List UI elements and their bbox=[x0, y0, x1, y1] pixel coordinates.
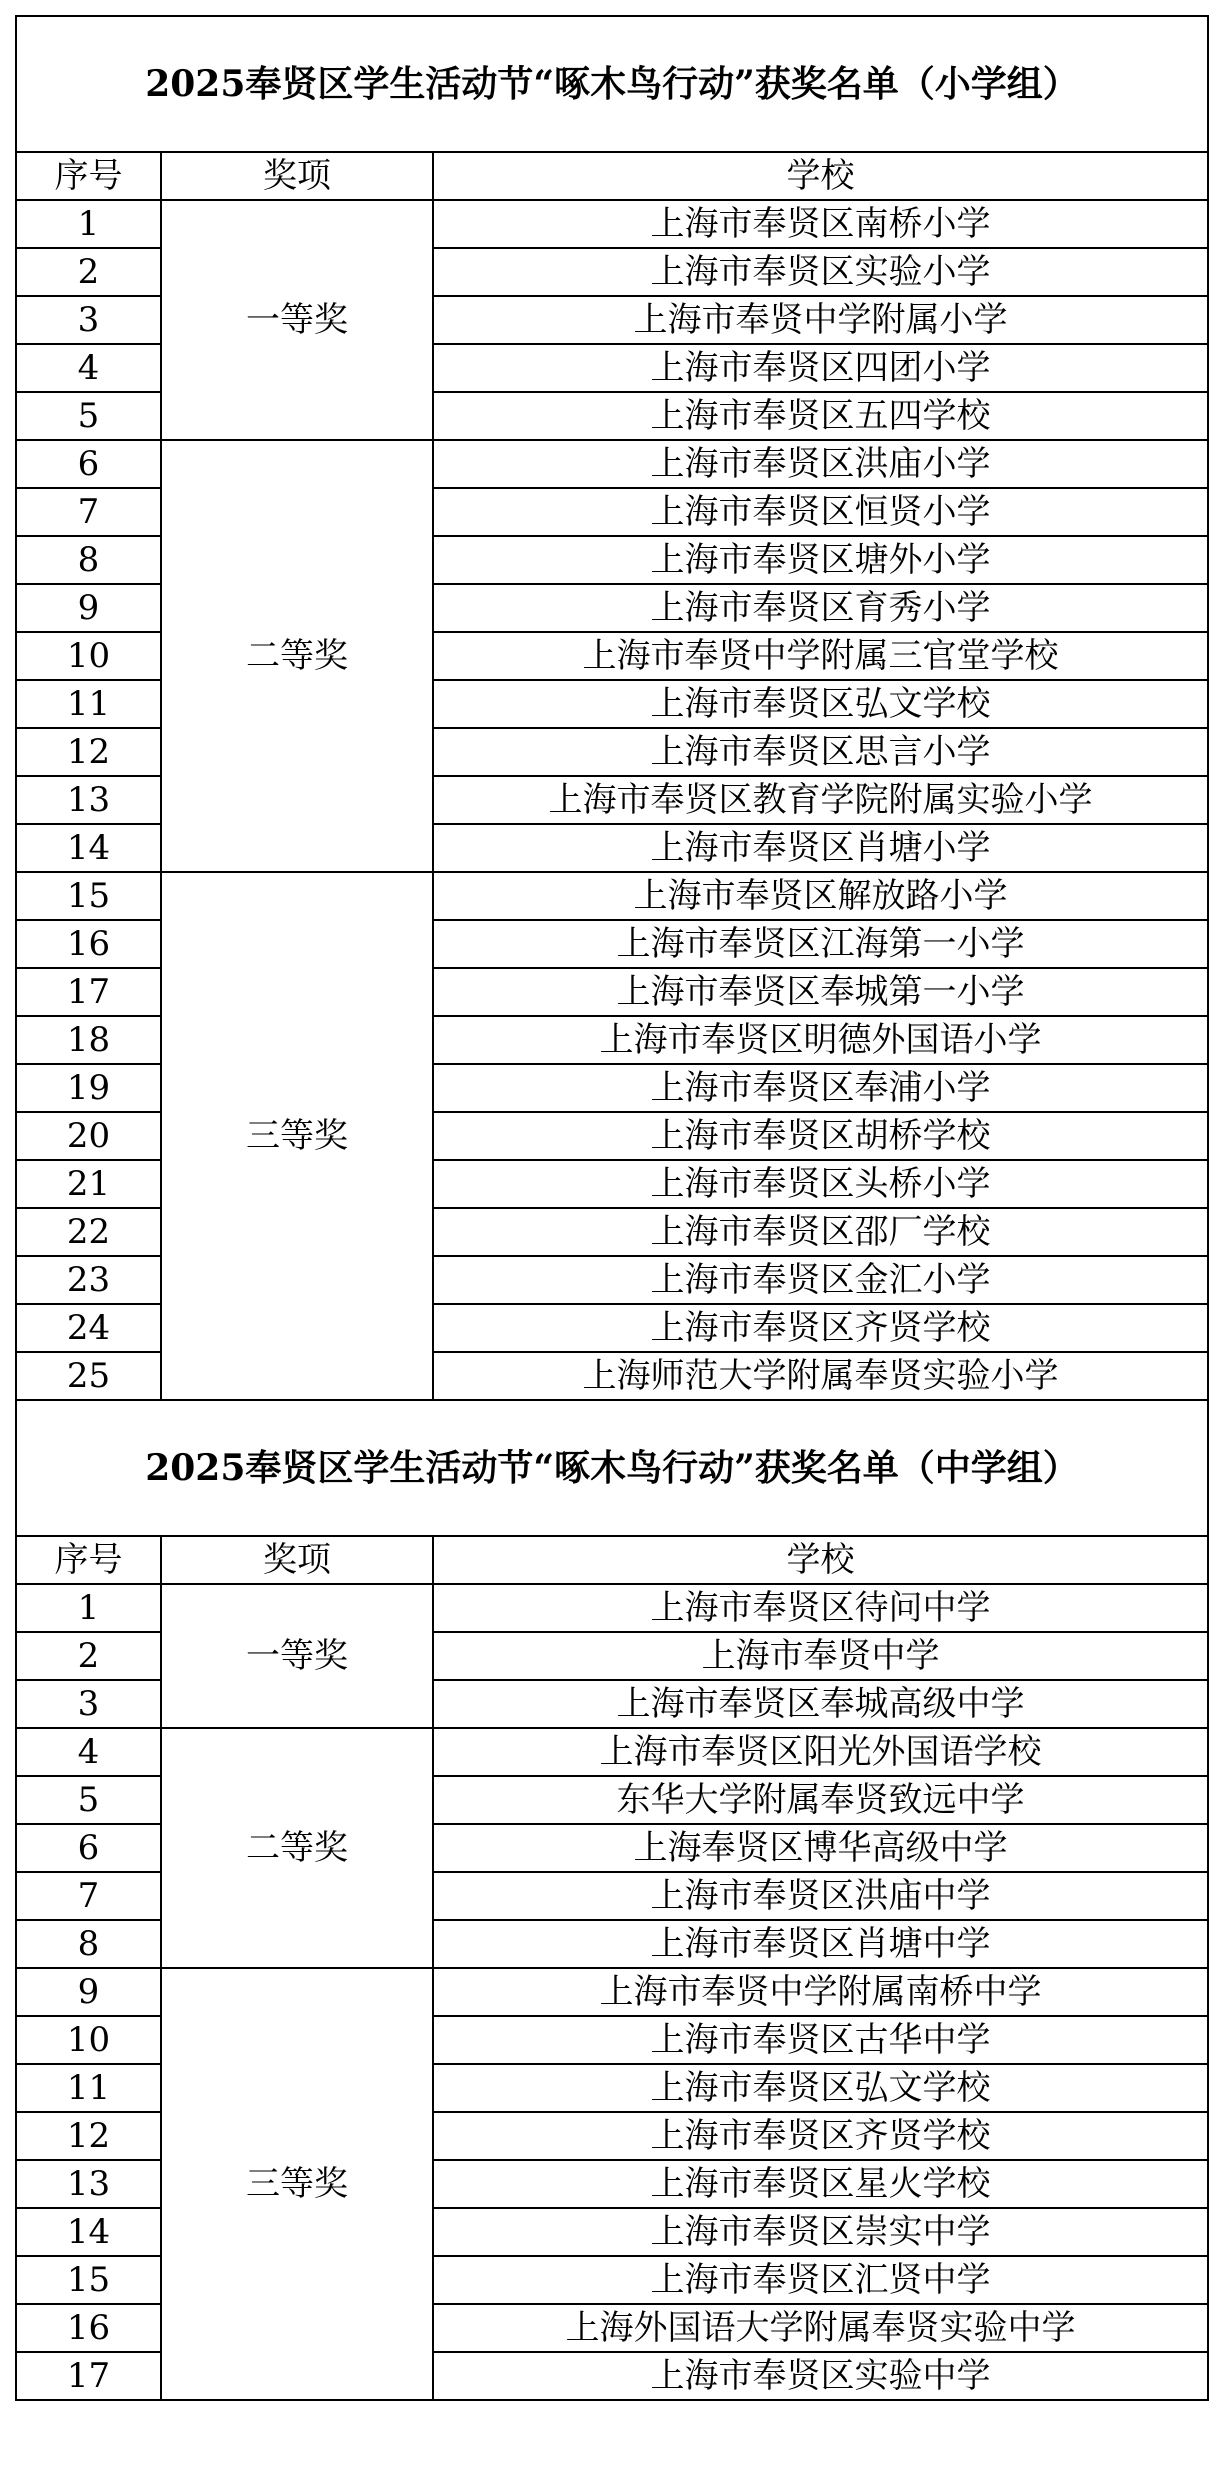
middle-title-row bbox=[16, 1400, 1208, 1536]
row-number: 2 bbox=[16, 1632, 161, 1680]
row-number: 13 bbox=[16, 776, 161, 824]
row-number: 20 bbox=[16, 1112, 161, 1160]
table-row bbox=[16, 200, 1208, 248]
school-name: 上海奉贤区博华高级中学 bbox=[433, 1824, 1208, 1872]
school-name: 上海市奉贤中学附属小学 bbox=[433, 296, 1208, 344]
row-number: 17 bbox=[16, 2352, 161, 2400]
school-name: 上海市奉贤区实验小学 bbox=[433, 248, 1208, 296]
header-school: 学校 bbox=[433, 1536, 1208, 1584]
school-name: 上海市奉贤区肖塘小学 bbox=[433, 824, 1208, 872]
row-number: 5 bbox=[16, 392, 161, 440]
header-no: 序号 bbox=[16, 1536, 161, 1584]
header-award: 奖项 bbox=[161, 152, 433, 200]
middle-title: 2025奉贤区学生活动节“啄木鸟行动”获奖名单（中学组） bbox=[16, 1400, 1208, 1536]
award-level: 一等奖 bbox=[161, 200, 433, 440]
row-number: 17 bbox=[16, 968, 161, 1016]
school-name: 上海市奉贤中学 bbox=[433, 1632, 1208, 1680]
row-number: 24 bbox=[16, 1304, 161, 1352]
row-number: 10 bbox=[16, 632, 161, 680]
school-name: 上海市奉贤区弘文学校 bbox=[433, 2064, 1208, 2112]
school-name: 上海市奉贤区阳光外国语学校 bbox=[433, 1728, 1208, 1776]
row-number: 7 bbox=[16, 488, 161, 536]
award-level: 一等奖 bbox=[161, 1584, 433, 1728]
school-name: 上海市奉贤区育秀小学 bbox=[433, 584, 1208, 632]
row-number: 8 bbox=[16, 536, 161, 584]
school-name: 上海市奉贤区实验中学 bbox=[433, 2352, 1208, 2400]
table-row bbox=[16, 872, 1208, 920]
school-name: 上海市奉贤区江海第一小学 bbox=[433, 920, 1208, 968]
award-level: 三等奖 bbox=[161, 872, 433, 1400]
school-name: 上海市奉贤区南桥小学 bbox=[433, 200, 1208, 248]
school-name: 上海市奉贤区肖塘中学 bbox=[433, 1920, 1208, 1968]
table-row bbox=[16, 440, 1208, 488]
row-number: 9 bbox=[16, 584, 161, 632]
row-number: 18 bbox=[16, 1016, 161, 1064]
school-name: 上海市奉贤区汇贤中学 bbox=[433, 2256, 1208, 2304]
table-row bbox=[16, 1968, 1208, 2016]
school-name: 上海市奉贤区古华中学 bbox=[433, 2016, 1208, 2064]
primary-title-row bbox=[16, 16, 1208, 152]
row-number: 10 bbox=[16, 2016, 161, 2064]
school-name: 上海市奉贤区洪庙小学 bbox=[433, 440, 1208, 488]
row-number: 12 bbox=[16, 2112, 161, 2160]
row-number: 6 bbox=[16, 1824, 161, 1872]
award-level: 三等奖 bbox=[161, 1968, 433, 2400]
row-number: 12 bbox=[16, 728, 161, 776]
award-level: 二等奖 bbox=[161, 1728, 433, 1968]
row-number: 19 bbox=[16, 1064, 161, 1112]
school-name: 上海市奉贤区奉城高级中学 bbox=[433, 1680, 1208, 1728]
school-name: 上海市奉贤区塘外小学 bbox=[433, 536, 1208, 584]
header-no: 序号 bbox=[16, 152, 161, 200]
award-level: 二等奖 bbox=[161, 440, 433, 872]
primary-title: 2025奉贤区学生活动节“啄木鸟行动”获奖名单（小学组） bbox=[16, 16, 1208, 152]
header-school: 学校 bbox=[433, 152, 1208, 200]
school-name: 上海师范大学附属奉贤实验小学 bbox=[433, 1352, 1208, 1400]
table-row bbox=[16, 1728, 1208, 1776]
school-name: 上海市奉贤区弘文学校 bbox=[433, 680, 1208, 728]
row-number: 3 bbox=[16, 1680, 161, 1728]
row-number: 15 bbox=[16, 872, 161, 920]
row-number: 5 bbox=[16, 1776, 161, 1824]
school-name: 上海市奉贤区齐贤学校 bbox=[433, 2112, 1208, 2160]
school-name: 上海市奉贤区恒贤小学 bbox=[433, 488, 1208, 536]
school-name: 上海市奉贤区洪庙中学 bbox=[433, 1872, 1208, 1920]
school-name: 上海市奉贤区星火学校 bbox=[433, 2160, 1208, 2208]
school-name: 上海市奉贤区教育学院附属实验小学 bbox=[433, 776, 1208, 824]
table-row bbox=[16, 1584, 1208, 1632]
row-number: 16 bbox=[16, 2304, 161, 2352]
school-name: 上海市奉贤区思言小学 bbox=[433, 728, 1208, 776]
row-number: 23 bbox=[16, 1256, 161, 1304]
row-number: 22 bbox=[16, 1208, 161, 1256]
middle-header-row bbox=[16, 1536, 1208, 1584]
school-name: 上海市奉贤区邵厂学校 bbox=[433, 1208, 1208, 1256]
row-number: 11 bbox=[16, 680, 161, 728]
school-name: 上海市奉贤区待问中学 bbox=[433, 1584, 1208, 1632]
row-number: 1 bbox=[16, 1584, 161, 1632]
school-name: 上海市奉贤区解放路小学 bbox=[433, 872, 1208, 920]
primary-header-row bbox=[16, 152, 1208, 200]
row-number: 1 bbox=[16, 200, 161, 248]
row-number: 9 bbox=[16, 1968, 161, 2016]
row-number: 14 bbox=[16, 2208, 161, 2256]
row-number: 16 bbox=[16, 920, 161, 968]
row-number: 21 bbox=[16, 1160, 161, 1208]
school-name: 东华大学附属奉贤致远中学 bbox=[433, 1776, 1208, 1824]
row-number: 14 bbox=[16, 824, 161, 872]
row-number: 3 bbox=[16, 296, 161, 344]
header-award: 奖项 bbox=[161, 1536, 433, 1584]
school-name: 上海市奉贤区奉浦小学 bbox=[433, 1064, 1208, 1112]
award-table bbox=[15, 15, 1209, 2401]
school-name: 上海市奉贤区齐贤学校 bbox=[433, 1304, 1208, 1352]
row-number: 25 bbox=[16, 1352, 161, 1400]
school-name: 上海市奉贤中学附属南桥中学 bbox=[433, 1968, 1208, 2016]
row-number: 4 bbox=[16, 344, 161, 392]
row-number: 8 bbox=[16, 1920, 161, 1968]
school-name: 上海外国语大学附属奉贤实验中学 bbox=[433, 2304, 1208, 2352]
row-number: 4 bbox=[16, 1728, 161, 1776]
school-name: 上海市奉贤区四团小学 bbox=[433, 344, 1208, 392]
school-name: 上海市奉贤区奉城第一小学 bbox=[433, 968, 1208, 1016]
school-name: 上海市奉贤区崇实中学 bbox=[433, 2208, 1208, 2256]
school-name: 上海市奉贤区金汇小学 bbox=[433, 1256, 1208, 1304]
row-number: 13 bbox=[16, 2160, 161, 2208]
row-number: 6 bbox=[16, 440, 161, 488]
row-number: 15 bbox=[16, 2256, 161, 2304]
school-name: 上海市奉贤区明德外国语小学 bbox=[433, 1016, 1208, 1064]
row-number: 2 bbox=[16, 248, 161, 296]
school-name: 上海市奉贤区五四学校 bbox=[433, 392, 1208, 440]
school-name: 上海市奉贤区胡桥学校 bbox=[433, 1112, 1208, 1160]
row-number: 11 bbox=[16, 2064, 161, 2112]
row-number: 7 bbox=[16, 1872, 161, 1920]
award-document bbox=[15, 15, 1207, 2401]
school-name: 上海市奉贤中学附属三官堂学校 bbox=[433, 632, 1208, 680]
school-name: 上海市奉贤区头桥小学 bbox=[433, 1160, 1208, 1208]
